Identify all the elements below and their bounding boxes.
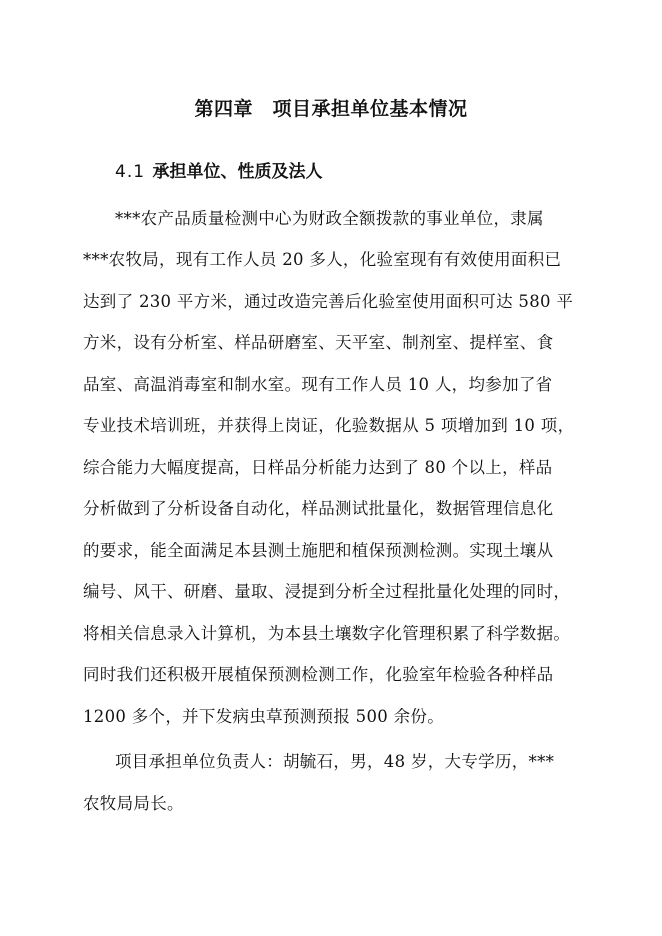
paragraph-line: 编号、风干、研磨、量取、浸提到分析全过程批量化处理的同时，: [83, 582, 571, 601]
paragraph-line: 1200 多个，并下发病虫草预测预报 500 余份。: [83, 707, 445, 726]
paragraph-line: ***农产品质量检测中心为财政全额拨款的事业单位，隶属: [115, 209, 544, 228]
paragraph-line: ***农牧局，现有工作人员 20 多人，化验室现有有效使用面积已: [83, 250, 562, 269]
section-heading: [115, 157, 322, 182]
paragraph-line: 的要求，能全面满足本县测土施肥和植保预测检测。实现土壤从: [83, 541, 554, 560]
paragraph-line: 同时我们还积极开展植保预测检测工作，化验室年检验各种样品: [83, 665, 554, 684]
paragraph-line: 方米，设有分析室、样品研磨室、天平室、制剂室、提样室、食: [83, 333, 554, 352]
paragraph-line: 项目承担单位负责人：胡毓石，男，48 岁，大专学历，***: [115, 752, 555, 771]
chapter-title: 第四章 项目承担单位基本情况: [194, 98, 468, 120]
paragraph-line: 品室、高温消毒室和制水室。现有工作人员 10 人，均参加了省: [83, 375, 553, 394]
paragraph-line: 综合能力大幅度提高，日样品分析能力达到了 80 个以上，样品: [83, 458, 553, 477]
paragraph-line: 农牧局局长。: [83, 794, 184, 813]
paragraph-line: 专业技术培训班，并获得上岗证，化验数据从 5 项增加到 10 项，: [83, 416, 575, 435]
paragraph-line: 达到了 230 平方米，通过改造完善后化验室使用面积可达 580 平: [83, 292, 574, 311]
paragraph-line: 分析做到了分析设备自动化，样品测试批量化，数据管理信息化: [83, 499, 554, 518]
section-number: 4.1: [115, 162, 146, 182]
section-title: 承担单位、性质及法人: [152, 162, 323, 182]
paragraph-line: 将相关信息录入计算机，为本县土壤数字化管理积累了科学数据。: [83, 624, 571, 643]
